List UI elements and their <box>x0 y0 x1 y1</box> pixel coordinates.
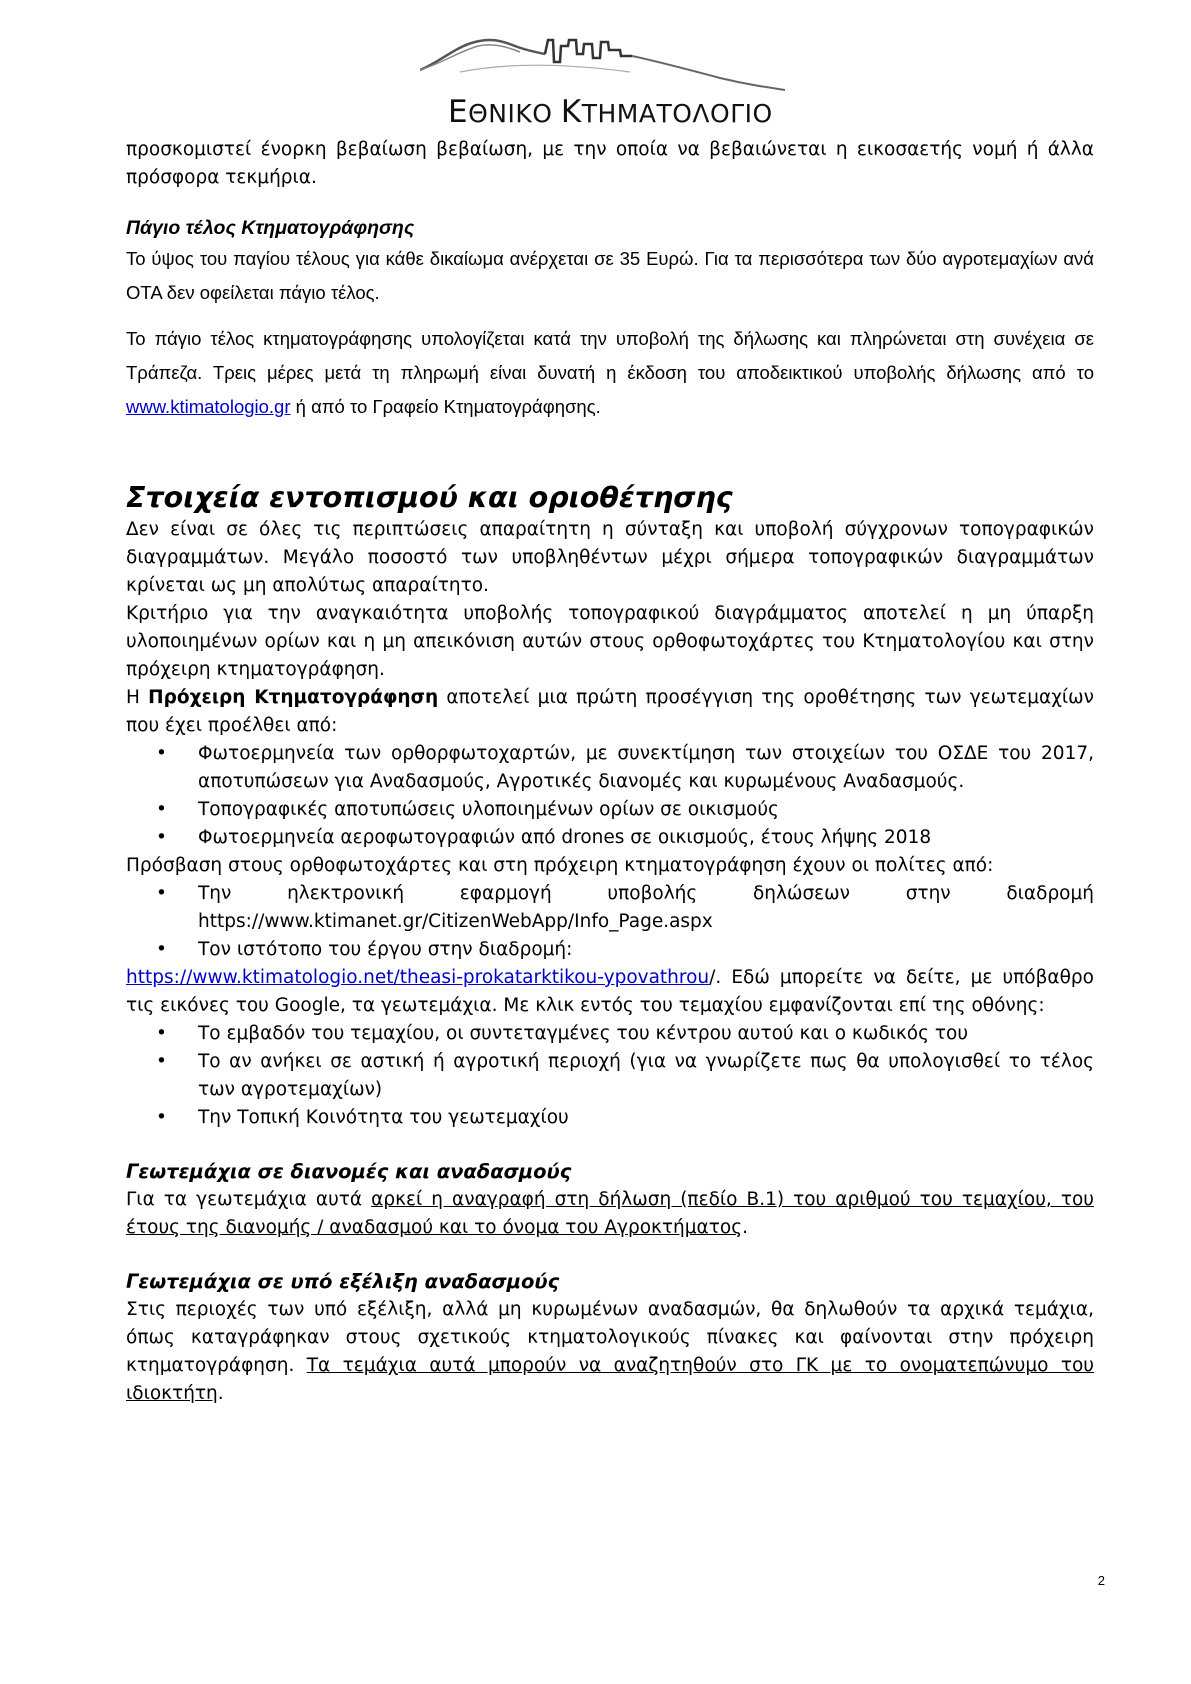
list-item <box>126 936 1094 964</box>
mountain-skyline-logo-icon <box>420 32 790 102</box>
fee-paragraph-2 <box>126 322 1094 424</box>
fee-paragraph-2-tail: ή από το Γραφείο Κτηματογράφησης. <box>290 396 601 417</box>
list-item-text: Τον ιστότοπο του έργου στην διαδρομή: <box>198 939 573 960</box>
pending-paragraph <box>126 1296 1094 1408</box>
list-item <box>126 796 1094 824</box>
page-content <box>126 136 1094 1408</box>
fee-paragraph-2-text: Το πάγιο τέλος κτηματογράφησης υπολογίζεται κατά την υποβολή της δήλωσης και πληρώνεται στη συνέχεια σε Τράπεζα. Τρεις μέρες μετά τη πληρωμή είναι δυνατή η έκδοση του αποδεικτικού υποβολής δήλωσης από το <box>126 328 1094 383</box>
fee-heading: Πάγιο τέλος Κτηματογράφησης <box>126 217 415 239</box>
bullet-icon: • <box>156 827 167 848</box>
draft-cadastre-term: Πρόχειρη Κτηματογράφηση <box>148 687 439 708</box>
pending-text-end: . <box>217 1383 224 1404</box>
location-paragraph-2: Κριτήριο για την αναγκαιότητα υποβολής τοπογραφικού διαγράμματος αποτελεί η μη ύπαρξη υλοποιημένων ορίων και η μη απεικόνιση αυτών στους ορθοφωτοχάρτες του Κτηματολογίου και στην πρόχειρη κτηματογράφηση. <box>126 603 1094 680</box>
para3-rest: αποτελεί μια πρώτη προσέγγιση της οροθέτησης των γεωτεμαχίων που έχει προέλθει από: <box>126 687 1095 736</box>
list-item-text: Την ηλεκτρονική εφαρμογή υποβολής δηλώσεων στην διαδρομή https://www.ktimanet.gr/CitizenWebApp/Info_Page.aspx <box>198 883 1094 932</box>
location-paragraph-3 <box>126 684 1094 740</box>
intro-continuation: προσκομιστεί ένορκη βεβαίωση βεβαίωση, με την οποία να βεβαιώνεται η εικοσαετής νομή ή άλλα πρόσφορα τεκμήρια. <box>126 139 1094 188</box>
distributions-text-underlined: αρκεί η αναγραφή στη δήλωση (πεδίο Β.1) του αριθμού του τεμαχίου, του έτους της διανομής / αναδασμού και το όνομα του Αγροκτήματος <box>126 1189 1094 1238</box>
distributions-paragraph <box>126 1186 1094 1242</box>
access-intro: Πρόσβαση στους ορθοφωτοχάρτες και στη πρόχειρη κτηματογράφηση έχουν οι πολίτες από: <box>126 855 994 876</box>
bullet-icon: • <box>156 799 167 820</box>
list-item <box>126 880 1094 936</box>
distributions-text-start: Για τα γεωτεμάχια αυτά <box>126 1189 372 1210</box>
bullet-icon: • <box>156 1051 167 1072</box>
list-item-text: Φωτοερμηνεία των ορθορφωτοχαρτών, με συνεκτίμηση των στοιχείων του ΟΣΔΕ του 2017, αποτυπώσεων για Αναδασμούς, Αγροτικές διανομές και κυρωμένους Αναδασμούς. <box>198 743 1094 792</box>
list-item <box>126 1020 1094 1048</box>
bullet-icon: • <box>156 1107 167 1128</box>
list-item-text: Τοπογραφικές αποτυπώσεις υλοποιημένων ορίων σε οικισμούς <box>198 799 779 820</box>
list-item-text: Την Τοπική Κοινότητα του γεωτεμαχίου <box>198 1107 569 1128</box>
list-item <box>126 824 1094 852</box>
location-paragraph-1: Δεν είναι σε όλες τις περιπτώσεις απαραίτητη η σύνταξη και υποβολή σύγχρονων τοπογραφικών διαγραμμάτων. Μεγάλο ποσοστό των υποβληθέντων μέχρι σήμερα τοπογραφικών διαγραμμάτων κρίνεται ως μη απολύτως απαραίτητο. <box>126 519 1094 596</box>
location-heading: Στοιχεία εντοπισμού και οριοθέτησης <box>126 481 733 514</box>
bullet-icon: • <box>156 1023 167 1044</box>
list-item <box>126 740 1094 796</box>
bullet-icon: • <box>156 939 167 960</box>
page-number: 2 <box>1097 1573 1105 1588</box>
pending-heading: Γεωτεμάχια σε υπό εξέλιξη αναδασμούς <box>126 1270 560 1293</box>
pending-text-underlined: Τα τεμάχια αυτά μπορούν να αναζητηθούν στο ΓΚ με το ονοματεπώνυμο του ιδιοκτήτη <box>126 1355 1094 1404</box>
distributions-heading: Γεωτεμάχια σε διανομές και αναδασμούς <box>126 1160 572 1183</box>
logo-wordmark: ΕΘΝΙΚΟ ΚΤΗΜΑΤΟΛΟΓΙΟ <box>448 94 773 130</box>
distributions-text-end: . <box>742 1217 748 1238</box>
list-item <box>126 1104 1094 1132</box>
site-paragraph-tail: /. Εδώ μπορείτε να δείτε, με υπόβαθρο τις εικόνες του Google, τα γεωτεμάχια. Με κλικ εντός του τεμαχίου εμφανίζονται επί της οθόνης: <box>126 967 1094 1016</box>
bullet-icon: • <box>156 743 167 764</box>
bullet-icon: • <box>156 883 167 904</box>
site-paragraph <box>126 964 1094 1020</box>
theasi-link[interactable]: https://www.ktimatologio.net/theasi-prokatarktikou-ypovathrou <box>126 967 710 988</box>
ktimatologio-logo <box>420 32 790 132</box>
ktimatologio-link[interactable]: www.ktimatologio.gr <box>126 396 291 417</box>
access-list <box>126 880 1094 964</box>
pending-text-start: Στις περιοχές των υπό εξέλιξη, αλλά μη κυρωμένων αναδασμών, θα δηλωθούν τα αρχικά τεμάχια, όπως καταγράφηκαν στους σχετικούς κτηματολογικούς πίνακες και φαίνονται στην πρόχειρη κτηματογράφηση. <box>126 1299 1094 1376</box>
list-item-text: Φωτοερμηνεία αεροφωτογραφιών από drones σε οικισμούς, έτους λήψης 2018 <box>198 827 932 848</box>
sources-list <box>126 740 1094 852</box>
fee-paragraph-1: Το ύψος του παγίου τέλους για κάθε δικαίωμα ανέρχεται σε 35 Ευρώ. Για τα περισσότερα των δύο αγροτεμαχίων ανά ΟΤΑ δεν οφείλεται πάγιο τέλος. <box>126 248 1094 303</box>
list-item <box>126 1048 1094 1104</box>
list-item-text: Το αν ανήκει σε αστική ή αγροτική περιοχή (για να γνωρίζετε πως θα υπολογισθεί το τέλος των αγροτεμαχίων) <box>198 1051 1094 1100</box>
parcel-info-list <box>126 1020 1094 1132</box>
para3-start: Η <box>126 687 149 708</box>
list-item-text: Το εμβαδόν του τεμαχίου, οι συντεταγμένες του κέντρου αυτού και ο κωδικός του <box>198 1023 969 1044</box>
